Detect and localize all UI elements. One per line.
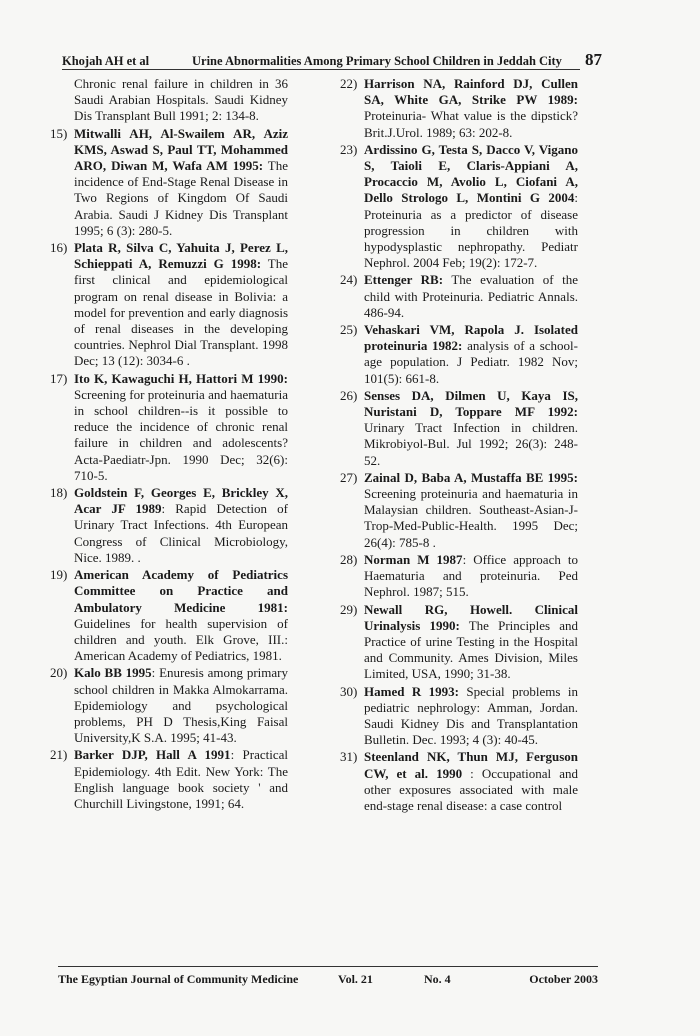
footer-volume: Vol. 21: [338, 972, 373, 986]
reference-item: [340, 142, 578, 272]
reference-item: [50, 371, 288, 484]
reference-authors: Barker DJP, Hall A 1991: [74, 747, 231, 763]
reference-number: 16): [50, 240, 68, 256]
reference-number: 24): [340, 272, 358, 288]
reference-item: [340, 272, 578, 321]
reference-item: [50, 126, 288, 239]
reference-item: [340, 76, 578, 141]
reference-authors: Harrison NA, Rainford DJ, Cullen SA, White GA, Strike PW 1989:: [364, 76, 578, 108]
footer: [58, 972, 598, 990]
reference-text: analysis of a school-age population. J Pediatr. 1982 Nov; 101(5): 661-8.: [364, 338, 578, 386]
reference-number: 26): [340, 387, 358, 403]
reference-number: 15): [50, 125, 68, 141]
reference-text: Proteinuria- What value is the dipstick? Brit.J.Urol. 1989; 63: 202-8.: [364, 108, 578, 140]
reference-authors: Ardissino G, Testa S, Dacco V, Vigano S, Taioli E, Claris-Appiani A, Procaccio M, Avolio L, Ciofani A, Dello Strologo L, Montini G 2004: [364, 141, 578, 206]
reference-number: 31): [340, 749, 358, 765]
reference-item: [340, 749, 578, 814]
reference-item: [50, 747, 288, 812]
reference-number: 23): [340, 141, 358, 157]
reference-authors: Plata R, Silva C, Yahuita J, Perez L, Schieppati A, Remuzzi G 1998:: [74, 240, 288, 272]
reference-authors: Ettenger RB:: [364, 272, 444, 288]
reference-item: [50, 567, 288, 664]
reference-text: Guidelines for health supervision of children and youth. Elk Grove, III.: American Academy of Pediatrics, 1981.: [74, 615, 288, 664]
header-title: Urine Abnormalities Among Primary School Children in Jeddah City: [192, 54, 562, 68]
footer-rule: [58, 966, 598, 967]
reference-authors: Vehaskari VM, Rapola J. Isolated proteinuria 1982:: [364, 322, 578, 354]
reference-authors: Kalo BB 1995: [74, 665, 152, 681]
reference-number: 22): [340, 76, 358, 91]
reference-item: [340, 684, 578, 749]
reference-text: : Occupational and other exposures associated with male end-stage renal disease: a case control: [364, 765, 578, 813]
reference-text: : Office approach to Haematuria and proteinuria. Ped Nephrol. 1987; 515.: [364, 551, 578, 600]
reference-number: 18): [50, 485, 68, 501]
footer-number: No. 4: [424, 972, 451, 986]
reference-item: [340, 388, 578, 469]
reference-text: The first clinical and epidemiological program on renal disease in Bolivia: a model for prevention and early diagnosis of renal diseases in the developing countries. Nephrol Dial Transplant. 1998 Dec; 13 (12): 3034-6 .: [74, 256, 288, 369]
reference-item: [50, 665, 288, 746]
reference-authors: Goldstein F, Georges E, Brickley X, Acar JF 1989: [74, 485, 288, 517]
reference-text: Screening for proteinuria and haematuria in school children--is it possible to reduce the incidence of chronic renal failure in children and adolescents? Acta-Paediatr-Jpn. 1990 Dec; 32(6): 710-5.: [74, 386, 288, 483]
reference-item: [50, 240, 288, 370]
header-rule: [62, 69, 580, 70]
reference-text: : Enuresis among primary school children in Makka Almokarrama. Epidemiology and psychological problems, PH D Thesis,King Faisal University,K S.A. 1995; 41-43.: [74, 665, 288, 746]
reference-authors: Ito K, Kawaguchi H, Hattori M 1990:: [74, 370, 288, 386]
reference-number: 19): [50, 567, 68, 583]
reference-text: : Practical Epidemiology. 4th Edit. New York: The English language book society ' and Churchill Livingstone, 1991; 64.: [74, 747, 288, 811]
reference-item: [340, 552, 578, 601]
reference-authors: Steenland NK, Thun MJ, Ferguson CW, et al. 1990: [364, 749, 578, 781]
left-column: [50, 76, 288, 813]
reference-number: 27): [340, 469, 358, 485]
reference-number: 21): [50, 747, 68, 763]
reference-number: 20): [50, 665, 68, 681]
reference-authors: Senses DA, Dilmen U, Kaya IS, Nuristani D, Toppare MF 1992:: [364, 387, 578, 420]
reference-number: 17): [50, 370, 68, 386]
reference-text: The Principles and Practice of urine Testing in the Hospital and Community. Ames Division, Miles Limited, USA, 1990; 31-38.: [364, 617, 579, 682]
reference-number: 29): [340, 601, 358, 617]
reference-authors: Mitwalli AH, Al-Swailem AR, Aziz KMS, Aswad S, Paul TT, Mohammed ARO, Diwan M, Wafa AM 1995:: [74, 125, 288, 174]
header-authors: Khojah AH et al: [62, 54, 150, 68]
reference-text: Urinary Tract Infection in children. Mikrobiyol-Bul. Jul 1992; 26(3): 248-52.: [364, 420, 578, 468]
reference-item: [340, 470, 578, 551]
footer-journal: The Egyptian Journal of Community Medicine: [58, 972, 299, 986]
right-column: [340, 76, 578, 815]
reference-item: [340, 602, 578, 683]
reference-authors: Hamed R 1993:: [364, 683, 459, 699]
page-number: 87: [585, 50, 602, 69]
reference-text: : Rapid Detection of Urinary Tract Infections. 4th European Congress of Clinical Microbiology, Nice. 1989. .: [74, 501, 288, 565]
running-header: [62, 50, 602, 72]
reference-number: 30): [340, 683, 358, 699]
reference-item: [50, 485, 288, 566]
reference-item: [340, 322, 578, 387]
reference-text: The evaluation of the child with Proteinuria. Pediatric Annals. 486-94.: [364, 272, 578, 320]
reference-item: [50, 76, 288, 125]
reference-text: Special problems in pediatric nephrology: Amman, Jordan. Saudi Kidney Dis and Transplantation Bulletin. Dec. 1993; 4 (3): 40-45.: [364, 683, 578, 748]
footer-date: October 2003: [529, 972, 598, 986]
reference-authors: Newall RG, Howell. Clinical Urinalysis 1990:: [364, 601, 578, 633]
reference-text: The incidence of End-Stage Renal Disease in Two Regions of Kingdom Of Saudi Arabia. Saudi J Kidney Dis Transplant 1995; 6 (3): 280-5.: [74, 158, 288, 238]
reference-number: 28): [340, 551, 358, 567]
reference-authors: American Academy of Pediatrics Committee on Practice and Ambulatory Medicine 1981:: [74, 567, 288, 615]
reference-number: 25): [340, 322, 358, 338]
reference-authors: Norman M 1987: [364, 551, 463, 567]
reference-text: : Proteinuria as a predictor of disease progression in children with hypodysplastic nephropathy. Pediatr Nephrol. 2004 Feb; 19(2): 172-7.: [364, 190, 578, 271]
reference-text: Chronic renal failure in children in 36 Saudi Arabian Hospitals. Saudi Kidney Dis Transplant Bull 1991; 2: 134-8.: [74, 76, 288, 124]
reference-text: Screening proteinuria and haematuria in Malaysian children. Southeast-Asian-J-Trop-Med-Public-Health. 1995 Dec; 26(4): 785-8 .: [364, 486, 578, 550]
reference-authors: Zainal D, Baba A, Mustaffa BE 1995:: [364, 469, 578, 485]
